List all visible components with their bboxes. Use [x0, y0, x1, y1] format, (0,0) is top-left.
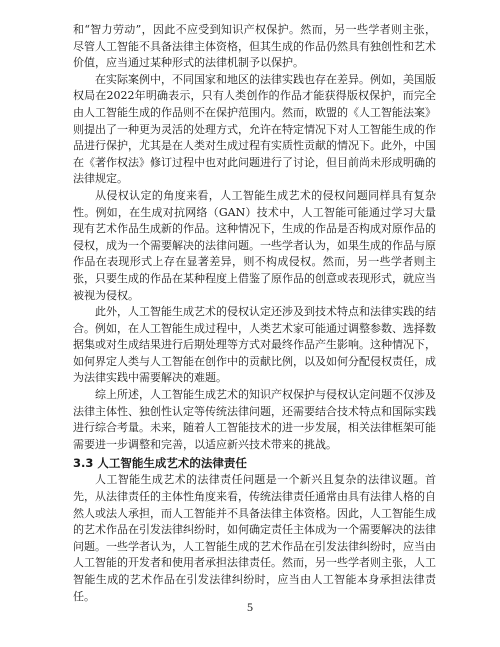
- body-paragraph-liability: 人工智能生成艺术的法律责任问题是一个新兴且复杂的法律议题。首先，从法律责任的主体性角度来看，传统法律责任通常由具有法律人格的自然人或法人承担，而人工智能并不具备法律主体资格。因此，人工智能生成的艺术作品在引发法律纠纷时，如何确定责任主体成为一个需要解决的法律问题。一些学者认为，人工智能生成的艺术作品在引发法律纠纷时，应当由人工智能的开发者和使用者承担法律责任。然而，另一些学者则主张，人工智能生成的艺术作品在引发法律纠纷时，应当由人工智能本身承担法律责任。: [73, 473, 436, 603]
- body-paragraph-summary: 综上所述，人工智能生成艺术的知识产权保护与侵权认定问题不仅涉及法律主体性、独创性认定等传统法律问题，还需要结合技术特点和国际实践进行综合考量。未来，随着人工智能技术的进一步发展，相关法律框架可能需要进一步调整和完善，以适应新兴技术带来的挑战。: [73, 388, 436, 451]
- body-paragraph-continuation: 和“智力劳动”，因此不应受到知识产权保护。然而，另一些学者则主张，尽管人工智能不具备法律主体资格，但其生成的作品仍然具有独创性和艺术价值，应当通过某种形式的法律机制予以保护。: [73, 23, 436, 70]
- body-paragraph-technical: 此外，人工智能生成艺术的侵权认定还涉及到技术特点和法律实践的结合。例如，在人工智能生成过程中，人类艺术家可能通过调整参数、选择数据集或对生成结果进行后期处理等方式对最终作品产生影响。这种情况下，如何界定人类与人工智能在创作中的贡献比例，以及如何分配侵权责任，成为法律实践中需要解决的难题。: [73, 305, 436, 385]
- body-paragraph-infringement: 从侵权认定的角度来看，人工智能生成艺术的侵权问题同样具有复杂性。例如，在生成对抗网络（GAN）技术中，人工智能可能通过学习大量现有艺术作品生成新的作品。这种情况下，生成的作品是否构成对原作品的侵权，成为一个需要解决的法律问题。一些学者认为，如果生成的作品与原作品在表现形式上存在显著差异，则不构成侵权。然而，另一些学者则主张，只要生成的作品在某种程度上借鉴了原作品的创意或表现形式，就应当被视为侵权。: [73, 188, 436, 302]
- section-heading: 3.3 人工智能生成艺术的法律责任: [73, 456, 247, 471]
- body-paragraph-case-law: 在实际案例中，不同国家和地区的法律实践也存在差异。例如，美国版权局在2022年明确表示，只有人类创作的作品才能获得版权保护，而完全由人工智能生成的作品则不在保护范围内。然而，欧盟的《人工智能法案》则提出了一种更为灵活的处理方式，允许在特定情况下对人工智能生成的作品进行保护，尤其是在人类对生成过程有实质性贡献的情况下。此外，中国在《著作权法》修订过程中也对此问题进行了讨论，但目前尚未形成明确的法律规定。: [73, 72, 436, 186]
- page-number: 5: [247, 600, 253, 614]
